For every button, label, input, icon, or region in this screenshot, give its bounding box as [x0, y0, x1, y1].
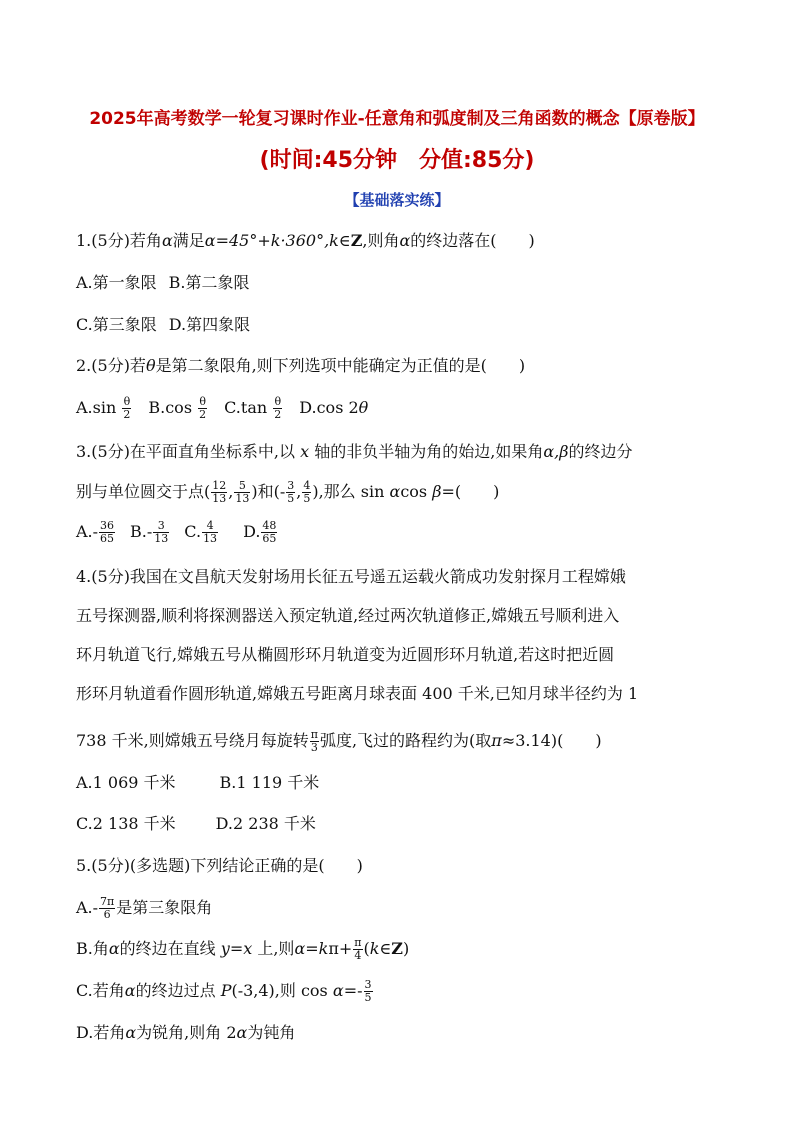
fraction: $\frac{\theta}{2}$: [123, 395, 131, 421]
question-3-stem-line-1: 3.(5分)在平面直角坐标系中,以 x 轴的非负半轴为角的始边,如果角α,β的终边分: [76, 442, 633, 461]
question-1-options-row-1: [76, 271, 250, 295]
fraction: $\frac{3}{13}$: [154, 519, 169, 545]
question-4-line-1: 4.(5分)我国在文昌航天发射场用长征五号遥五运载火箭成功发射探月工程嫦娥: [76, 567, 626, 586]
q5-option-c[interactable]: C.若角α的终边过点 P(-3,4),则 cos α=- $\frac{3}{5}$: [76, 978, 372, 1004]
question-2-stem: 2.(5分)若θ是第二象限角,则下列选项中能确定为正值的是( ): [76, 356, 526, 375]
time-score-info: (时间:45分钟 分值:85分): [259, 148, 535, 173]
fraction: $\frac{3}{5}$: [287, 479, 295, 505]
question-3-options: [76, 520, 278, 545]
fraction: $\frac{4}{13}$: [203, 519, 218, 545]
fraction: $\frac{12}{13}$: [212, 479, 227, 505]
question-3-stem-line-2: 别与单位圆交于点( $\frac{12}{13}$ , $\frac{5}{13}$ )和(- $\frac{3}{5}$ , $\frac{4}{5}$ ),那么 sin αcos β=( ): [76, 479, 500, 505]
question-1-options-row-2: [76, 313, 250, 337]
question-4-line-3: 环月轨道飞行,嫦娥五号从椭圆形环月轨道变为近圆形环月轨道,若这时把近圆: [76, 645, 615, 664]
fraction: $\frac{48}{65}$: [262, 519, 277, 545]
q2-option-d[interactable]: D.cos 2θ: [299, 398, 369, 417]
q1-option-a[interactable]: A.第一象限: [76, 273, 157, 292]
question-2-options: [76, 396, 368, 421]
q2-option-b[interactable]: B.cos $\frac{\theta}{2}$: [148, 395, 207, 421]
q3-option-c[interactable]: C. $\frac{4}{13}$: [184, 519, 218, 545]
q2-option-c[interactable]: C.tan $\frac{\theta}{2}$: [224, 395, 282, 421]
q5-option-a[interactable]: A.- $\frac{7\pi}{6}$ 是第三象限角: [76, 895, 213, 921]
document-title: 2025年高考数学一轮复习课时作业-任意角和弧度制及三角函数的概念【原卷版】: [89, 109, 705, 129]
q1-option-d[interactable]: D.第四象限: [168, 315, 251, 334]
q5-option-d[interactable]: D.若角α为锐角,则角 2α为钝角: [76, 1023, 296, 1042]
q2-option-a[interactable]: A.sin $\frac{\theta}{2}$: [76, 395, 131, 421]
question-4-options-row-1: [76, 771, 319, 795]
q3-option-a[interactable]: A.- $\frac{36}{65}$: [76, 519, 115, 545]
q4-option-b[interactable]: B.1 119 千米: [219, 773, 320, 792]
question-4-line-2: 五号探测器,顺利将探测器送入预定轨道,经过两次轨道修正,嫦娥五号顺利进入: [76, 606, 620, 625]
q3-option-d[interactable]: D. $\frac{48}{65}$: [243, 519, 277, 545]
fraction: $\frac{\pi}{3}$: [310, 728, 318, 754]
fraction: $\frac{36}{65}$: [100, 519, 115, 545]
q5-option-b[interactable]: B.角α的终边在直线 y=x 上,则α=kπ+ $\frac{\pi}{4}$ (k∈Z): [76, 936, 410, 962]
question-4-options-row-2: [76, 812, 316, 836]
fraction: $\frac{3}{5}$: [364, 978, 372, 1004]
fraction: $\frac{\pi}{4}$: [354, 936, 362, 962]
fraction: $\frac{\theta}{2}$: [199, 395, 207, 421]
q4-option-a[interactable]: A.1 069 千米: [76, 773, 176, 792]
fraction: $\frac{\theta}{2}$: [274, 395, 282, 421]
question-4-line-4: 形环月轨道看作圆形轨道,嫦娥五号距离月球表面 400 千米,已知月球半径约为 1: [76, 684, 639, 703]
fraction: $\frac{7\pi}{6}$: [100, 895, 115, 921]
q4-option-d[interactable]: D.2 238 千米: [215, 814, 316, 833]
q3-option-b[interactable]: B.- $\frac{3}{13}$: [130, 519, 169, 545]
q4-option-c[interactable]: C.2 138 千米: [76, 814, 176, 833]
fraction: $\frac{4}{5}$: [303, 479, 311, 505]
section-heading: 【基础落实练】: [344, 191, 450, 209]
question-4-line-5: 738 千米,则嫦娥五号绕月每旋转 $\frac{\pi}{3}$ 弧度,飞过的路程约为(取π≈3.14)( ): [76, 728, 602, 754]
fraction: $\frac{5}{13}$: [235, 479, 250, 505]
question-5-stem: 5.(5分)(多选题)下列结论正确的是( ): [76, 856, 363, 875]
question-1-stem: 1.(5分)若角α满足α=45°+k·360°,k∈Z,则角α的终边落在( ): [76, 231, 535, 250]
q1-option-b[interactable]: B.第二象限: [168, 273, 250, 292]
q1-option-c[interactable]: C.第三象限: [76, 315, 157, 334]
